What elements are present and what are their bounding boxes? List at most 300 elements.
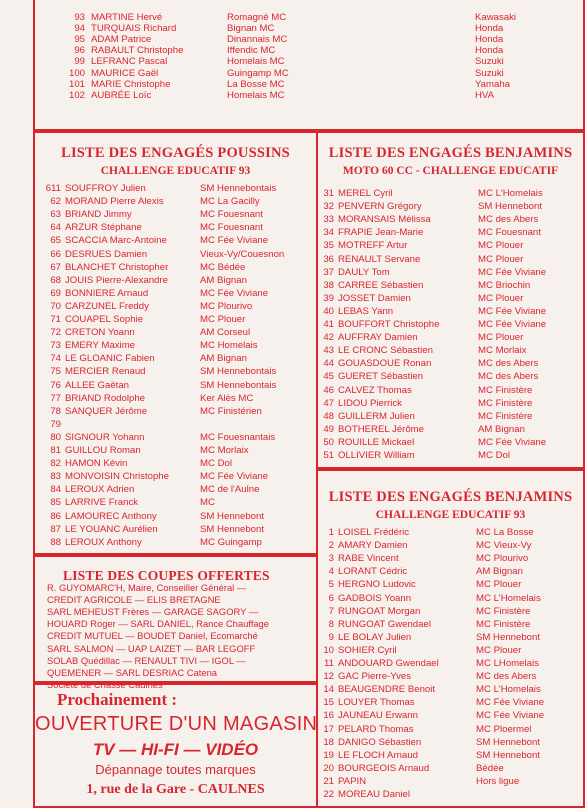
benjamin-edu-number: 21 [323, 775, 334, 787]
benjamin-moto-name: CALVEZ Thomas [338, 384, 412, 396]
top-entry-number: 99 [74, 56, 85, 68]
benjamin-edu-club: AM Bignan [476, 566, 523, 578]
poussin-club: AM Corseul [200, 327, 251, 339]
benjamin-edu-club: MC Plouer [476, 579, 522, 591]
poussin-club: MC Fouesnantais [200, 431, 276, 443]
coupes-line: R. GUYOMARC'H, Maire, Conseiller Général — [47, 582, 247, 593]
poussin-name: ARZUR Stéphane [65, 222, 142, 234]
poussins-title: LISTE DES ENGAGÉS POUSSINS [61, 145, 290, 161]
top-entries-box [33, 0, 585, 131]
benjamin-moto-club: SM Hennebont [478, 201, 542, 213]
benjamin-edu-number: 16 [323, 710, 334, 722]
coupes-line: CREDIT AGRICOLE — ELIS BRETAGNE [47, 594, 221, 606]
poussin-row [35, 445, 316, 457]
top-entry-number: 101 [68, 78, 85, 90]
benjamins-edu-list [318, 527, 583, 803]
benjamin-moto-club: MC Fée Viviane [478, 319, 547, 330]
benjamin-edu-club: MC L'Homelais [476, 684, 541, 696]
benjamin-moto-number: 33 [323, 214, 334, 226]
poussin-number: 76 [50, 379, 61, 391]
benjamin-edu-row [318, 737, 583, 749]
poussin-row [35, 249, 316, 261]
benjamin-moto-name: FRAPIE Jean-Marie [338, 227, 424, 239]
benjamin-moto-row [318, 411, 583, 423]
benjamin-moto-name: MOTREFF Artur [338, 240, 408, 252]
poussin-club: SM Hennebont [200, 523, 264, 535]
poussin-club: AM Bignan [200, 274, 247, 286]
benjamin-moto-number: 40 [323, 305, 334, 317]
benjamin-edu-name: BOURGEOIS Arnaud [338, 762, 430, 774]
poussin-row [35, 262, 316, 274]
benjamin-moto-club: MC Finistère [478, 384, 533, 396]
top-entry-name: MAURICE Gaël [91, 67, 159, 79]
benjamin-edu-name: LE FLOCH Arnaud [338, 749, 418, 761]
benjamin-edu-club: MC Ploermel [476, 723, 532, 735]
benjamin-edu-number: 9 [328, 631, 334, 643]
poussin-name: DESRUES Damien [65, 248, 148, 260]
benjamin-edu-name: LOUYER Thomas [338, 697, 415, 709]
benjamin-edu-name: RUNGOAT Gwendael [338, 618, 431, 630]
poussin-name: BONNIERE Arnaud [65, 287, 149, 299]
poussin-row [35, 301, 316, 313]
benjamin-edu-number: 17 [323, 723, 334, 735]
poussin-name: MONVOISIN Christophe [65, 471, 169, 483]
poussin-club: AM Bignan [200, 353, 247, 365]
benjamin-edu-row [318, 789, 583, 801]
poussin-row [35, 393, 316, 405]
ad-line-3: TV — HI-FI — VIDÉO [92, 740, 259, 759]
benjamin-moto-number: 37 [323, 266, 334, 278]
benjamin-edu-row [318, 671, 583, 683]
benjamin-edu-club: MC L'Homelais [476, 592, 541, 604]
benjamins-moto-subtitle: MOTO 60 CC - CHALLENGE EDUCATIF [342, 165, 559, 177]
benjamin-moto-name: GOUASDOUE Ronan [338, 358, 432, 370]
benjamins-moto-box [316, 131, 585, 469]
poussin-number: 84 [50, 484, 61, 496]
benjamin-moto-name: GUERET Sébastien [338, 371, 424, 383]
benjamin-edu-name: GAC Pierre-Yves [338, 671, 412, 683]
benjamin-edu-name: PELARD Thomas [338, 723, 414, 735]
benjamin-moto-number: 41 [323, 319, 334, 330]
benjamin-edu-number: 10 [323, 644, 334, 656]
benjamin-moto-number: 35 [323, 240, 334, 252]
poussin-club: SM Hennebontais [200, 379, 277, 391]
benjamin-edu-number: 15 [323, 697, 334, 709]
poussin-number: 66 [50, 248, 61, 260]
poussin-row [35, 471, 316, 483]
poussins-box [33, 131, 318, 555]
top-entry-club: Homelais MC [227, 89, 285, 101]
benjamin-moto-number: 44 [323, 358, 334, 370]
benjamin-edu-row [318, 724, 583, 736]
benjamin-edu-row [318, 606, 583, 618]
benjamin-edu-row [318, 619, 583, 631]
poussin-number: 80 [50, 431, 61, 443]
benjamin-moto-name: BOUFFORT Christophe [338, 319, 440, 330]
benjamin-moto-row [318, 332, 583, 344]
benjamin-moto-club: MC Fée Viviane [478, 436, 547, 448]
poussin-number: 72 [50, 327, 61, 339]
benjamin-edu-row [318, 593, 583, 605]
top-entry-name: LEFRANC Pascal [91, 56, 168, 68]
benjamin-edu-name: ANDOUARD Gwendael [338, 658, 439, 669]
top-entry-name: MARTINE Hervé [91, 12, 163, 23]
poussin-club: MC Dol [200, 458, 232, 470]
poussin-row [35, 497, 316, 509]
benjamin-moto-number: 50 [323, 436, 334, 448]
benjamin-moto-club: MC Fée Viviane [478, 305, 547, 317]
poussin-name: SIGNOUR Yohann [65, 431, 145, 443]
poussin-row [35, 458, 316, 470]
benjamin-edu-number: 6 [328, 592, 334, 604]
benjamin-moto-club: MC des Abers [478, 358, 539, 370]
poussin-row [35, 419, 316, 431]
benjamin-moto-row [318, 254, 583, 266]
top-entry-club: Homelais MC [227, 56, 285, 68]
poussin-row [35, 288, 316, 300]
benjamin-moto-row [318, 306, 583, 318]
benjamin-edu-club: MC Vieux-Vy [476, 540, 532, 552]
benjamin-moto-number: 34 [323, 227, 334, 239]
benjamin-moto-name: RENAULT Servane [338, 253, 421, 265]
benjamin-moto-row [318, 424, 583, 436]
poussin-row [35, 209, 316, 221]
benjamin-moto-row [318, 450, 583, 462]
benjamin-edu-club: SM Hennebont [476, 736, 540, 748]
benjamin-edu-name: BEAUGENDRE Benoit [338, 684, 436, 696]
benjamin-edu-club: MC Plourivo [476, 553, 529, 565]
top-entry-club: Bignan MC [227, 23, 275, 35]
benjamin-moto-row [318, 358, 583, 370]
benjamin-moto-club: MC Plouer [478, 253, 524, 265]
benjamin-moto-number: 49 [323, 423, 334, 435]
poussin-number: 70 [50, 300, 61, 312]
top-entry-row [35, 90, 583, 102]
poussin-club: MC Morlaix [200, 445, 249, 456]
benjamin-edu-number: 4 [328, 566, 334, 578]
benjamin-moto-number: 36 [323, 253, 334, 265]
coupes-line: SARL SALMON — UAP LAIZET — BAR LEGOFF [47, 642, 256, 654]
benjamin-edu-row [318, 645, 583, 657]
poussin-club: MC Bédée [200, 261, 246, 273]
ad-line-4: Dépannage toutes marques [95, 762, 256, 777]
benjamin-edu-row [318, 710, 583, 722]
top-entry-number: 93 [74, 12, 85, 23]
poussin-row [35, 380, 316, 392]
ad-box [33, 683, 318, 808]
benjamin-moto-club: MC des Abers [478, 371, 539, 383]
top-entry-brand: Honda [475, 45, 504, 57]
top-entry-number: 100 [68, 67, 85, 79]
benjamin-edu-number: 19 [323, 749, 334, 761]
poussin-name: MORAND Pierre Alexis [65, 196, 164, 208]
top-entry-brand: HVA [475, 89, 495, 101]
benjamin-edu-club: MC Finistère [476, 605, 531, 617]
poussin-number: 85 [50, 497, 61, 509]
benjamin-moto-row [318, 188, 583, 200]
top-entry-number: 96 [74, 45, 85, 57]
top-entry-name: ADAM Patrice [91, 34, 152, 46]
benjamin-edu-row [318, 776, 583, 788]
benjamin-edu-club: MC LHomelais [476, 658, 539, 669]
benjamin-edu-name: SOHIER Cyril [338, 644, 397, 656]
benjamin-moto-number: 48 [323, 410, 334, 422]
benjamin-moto-row [318, 398, 583, 410]
top-entry-brand: Suzuki [475, 56, 504, 68]
poussin-club: MC La Gacilly [200, 196, 260, 208]
poussin-row [35, 183, 316, 195]
poussin-club: MC Plouer [200, 314, 246, 325]
benjamin-edu-name: HERGNO Ludovic [338, 579, 416, 591]
poussin-number: 63 [50, 209, 61, 221]
benjamin-moto-number: 38 [323, 279, 334, 291]
poussin-number: 611 [45, 183, 61, 194]
benjamin-moto-row [318, 227, 583, 239]
benjamin-moto-row [318, 280, 583, 292]
top-entry-name: AUBRÉE Loïc [91, 89, 152, 101]
ad-line-2: OUVERTURE D'UN MAGASIN [35, 713, 318, 735]
poussin-name: MERCIER Renaud [65, 366, 146, 378]
benjamins-moto-title: LISTE DES ENGAGÉS BENJAMINS [328, 145, 573, 161]
poussin-name: SCACCIA Marc-Antoine [65, 235, 167, 247]
poussin-number: 74 [50, 353, 61, 365]
poussin-club: MC Plourivo [200, 300, 253, 312]
poussin-row [35, 353, 316, 365]
poussin-number: 81 [50, 445, 61, 456]
benjamin-moto-name: AUFFRAY Damien [338, 332, 418, 344]
poussin-club: Ker Alès MC [200, 392, 254, 404]
poussin-name: GUILLOU Roman [65, 445, 141, 456]
benjamin-edu-club: MC La Bosse [476, 527, 534, 538]
benjamin-moto-name: LEBAS Yann [338, 305, 394, 317]
benjamin-moto-number: 45 [323, 371, 334, 383]
poussins-subtitle: CHALLENGE EDUCATIF 93 [100, 165, 251, 177]
poussin-name: JOUIS Pierre-Alexandre [65, 274, 168, 286]
benjamin-edu-club: MC Fée Viviane [476, 710, 545, 722]
benjamin-edu-name: RUNGOAT Morgan [338, 605, 421, 617]
benjamin-edu-row [318, 553, 583, 565]
poussin-row [35, 366, 316, 378]
poussin-row [35, 235, 316, 247]
benjamin-moto-row [318, 371, 583, 383]
benjamin-edu-number: 3 [328, 553, 334, 565]
benjamin-moto-club: MC Briochin [478, 279, 531, 291]
benjamin-moto-name: MEREL Cyril [338, 188, 393, 199]
top-entry-brand: Honda [475, 34, 504, 46]
benjamin-moto-name: JOSSET Damien [338, 292, 411, 304]
benjamin-edu-number: 22 [323, 789, 334, 800]
poussin-number: 87 [50, 523, 61, 535]
benjamin-edu-club: MC Plouer [476, 644, 522, 656]
benjamin-edu-number: 18 [323, 736, 334, 748]
benjamins-edu-subtitle: CHALLENGE EDUCATIF 93 [375, 509, 526, 521]
top-entry-club: Guingamp MC [227, 67, 289, 79]
poussins-list [35, 183, 316, 547]
top-entry-name: RABAULT Christophe [91, 45, 184, 57]
poussin-row [35, 196, 316, 208]
top-entry-brand: Suzuki [475, 67, 504, 79]
poussin-name: ALLEE Gaëtan [65, 379, 130, 391]
top-entry-brand: Yamaha [475, 78, 511, 90]
benjamin-moto-row [318, 201, 583, 213]
benjamin-moto-club: MC Finistère [478, 397, 533, 409]
benjamin-moto-row [318, 240, 583, 252]
poussin-club: MC Finistérien [200, 405, 262, 417]
benjamin-moto-name: PENVERN Grégory [338, 201, 422, 213]
poussin-name: LE GLOANIC Fabien [65, 353, 155, 365]
coupes-line: SARL MEHEUST Frères — GARAGE SAGORY — [47, 606, 259, 618]
poussin-number: 67 [50, 261, 61, 273]
top-entry-club: La Bosse MC [227, 78, 285, 90]
benjamin-moto-club: MC Plouer [478, 332, 524, 344]
poussin-number: 86 [50, 510, 61, 522]
benjamin-moto-club: MC Fée Viviane [478, 266, 547, 278]
benjamins-edu-title: LISTE DES ENGAGÉS BENJAMINS [328, 489, 573, 505]
benjamin-moto-row [318, 345, 583, 357]
poussin-club: MC de l'Aulne [200, 484, 260, 496]
coupes-box [33, 555, 318, 690]
benjamin-moto-number: 43 [323, 345, 334, 357]
benjamin-edu-number: 20 [323, 762, 334, 774]
poussin-name: LEROUX Adrien [65, 484, 135, 496]
top-entry-name: MARIE Christophe [91, 78, 171, 90]
poussin-club: MC Fée Viviane [200, 287, 269, 299]
benjamin-edu-number: 8 [328, 618, 334, 630]
poussin-row [35, 340, 316, 352]
benjamin-moto-row [318, 437, 583, 449]
poussin-row [35, 524, 316, 536]
benjamin-moto-name: GUILLERM Julien [338, 410, 415, 422]
poussin-number: 82 [50, 458, 61, 470]
poussin-row [35, 484, 316, 496]
coupes-line: SOLAB Quédillac — RENAULT TIVI — IGOL — [47, 654, 246, 666]
benjamin-moto-club: MC Finistère [478, 410, 533, 422]
benjamin-moto-number: 47 [323, 397, 334, 409]
benjamin-edu-row [318, 579, 583, 591]
benjamin-moto-name: CARREE Sébastien [338, 279, 424, 291]
benjamin-edu-row [318, 697, 583, 709]
benjamin-edu-number: 1 [328, 527, 334, 538]
benjamin-edu-club: SM Hennebont [476, 631, 540, 643]
benjamins-edu-box [316, 469, 585, 808]
benjamin-moto-club: MC Dol [478, 450, 510, 461]
poussin-name: LEROUX Anthony [65, 536, 142, 548]
top-entries-list [35, 12, 583, 124]
benjamin-moto-club: MC Plouer [478, 292, 524, 304]
top-entry-number: 102 [68, 89, 85, 101]
poussin-row [35, 314, 316, 326]
poussin-club: Vieux-Vy/Couesnon [200, 248, 285, 260]
benjamin-edu-number: 2 [328, 540, 334, 552]
benjamin-edu-club: SM Hennebont [476, 749, 540, 761]
poussin-row [35, 537, 316, 549]
coupes-line: CREDIT MUTUEL — BOUDET Daniel, Ecomarché [47, 630, 258, 642]
poussin-number: 75 [50, 366, 61, 378]
benjamin-edu-row [318, 763, 583, 775]
benjamin-edu-row [318, 540, 583, 552]
benjamin-moto-row [318, 293, 583, 305]
top-entry-name: TURQUAIS Richard [91, 23, 177, 35]
coupes-line: Société de Chasse Caulnes [47, 678, 163, 690]
poussin-name: LAMOUREC Anthony [65, 510, 157, 522]
poussin-name: HAMON Kévin [65, 458, 128, 470]
benjamin-moto-number: 39 [323, 292, 334, 304]
benjamin-moto-club: MC Plouer [478, 240, 524, 252]
benjamin-edu-name: LE BOLAY Julien [338, 631, 412, 643]
poussin-name: CRETON Yoann [65, 327, 135, 339]
benjamin-edu-row [318, 527, 583, 539]
poussin-name: LARRIVE Franck [65, 497, 139, 509]
poussin-number: 68 [50, 274, 61, 286]
poussin-club: SM Hennebontais [200, 183, 277, 194]
top-entry-club: Romagné MC [227, 12, 287, 23]
poussin-row [35, 511, 316, 523]
benjamin-moto-number: 46 [323, 384, 334, 396]
poussin-number: 71 [50, 314, 61, 325]
benjamin-moto-row [318, 267, 583, 279]
ad-line-5: 1, rue de la Gare - CAULNES [86, 782, 265, 797]
benjamin-edu-name: GADBOIS Yoann [338, 592, 412, 604]
poussin-club: MC Fouesnant [200, 209, 263, 221]
benjamin-edu-number: 11 [324, 658, 334, 669]
ad-line-1: Prochainement : [57, 690, 178, 709]
top-entry-number: 94 [74, 23, 85, 35]
benjamin-moto-name: DAULY Tom [338, 266, 390, 278]
benjamin-edu-club: MC Finistère [476, 618, 531, 630]
benjamin-edu-name: LOISEL Frédéric [338, 527, 410, 538]
coupes-line: HOUARD Roger — SARL DANIEL, Rance Chauffage [47, 618, 269, 630]
benjamin-moto-row [318, 214, 583, 226]
benjamin-moto-club: MC Morlaix [478, 345, 527, 357]
poussin-number: 69 [50, 287, 61, 299]
poussin-club: MC [200, 497, 215, 509]
poussin-number: 77 [50, 392, 61, 404]
benjamin-moto-number: 42 [323, 332, 334, 344]
benjamin-edu-number: 12 [323, 671, 334, 683]
benjamin-edu-name: AMARY Damien [338, 540, 408, 552]
poussin-club: MC Guingamp [200, 536, 262, 548]
poussin-club: MC Fouesnant [200, 222, 263, 234]
benjamin-edu-name: RABE Vincent [338, 553, 399, 565]
poussin-name: LE YOUANC Aurélien [65, 523, 158, 535]
poussin-row [35, 275, 316, 287]
benjamin-edu-name: PAPIN [338, 775, 367, 787]
benjamin-moto-row [318, 385, 583, 397]
benjamin-moto-row [318, 319, 583, 331]
poussin-club: SM Hennebont [200, 510, 264, 522]
poussin-number: 62 [50, 196, 61, 208]
benjamin-edu-number: 7 [328, 605, 334, 617]
coupes-line: QUEMENER — SARL DESRIAC Catena [47, 666, 218, 678]
benjamin-edu-club: Hors ligue [476, 775, 520, 787]
poussin-club: MC Fée Viviane [200, 471, 269, 483]
benjamin-moto-number: 32 [323, 201, 334, 213]
poussin-number: 83 [50, 471, 61, 483]
top-entry-number: 95 [74, 34, 85, 46]
poussin-name: SOUFFROY Julien [65, 183, 146, 194]
benjamin-moto-name: MORANSAIS Mélissa [338, 214, 431, 226]
poussin-name: BLANCHET Christopher [65, 261, 169, 273]
poussin-row [35, 406, 316, 418]
benjamin-moto-name: OLLIVIER William [338, 450, 415, 461]
benjamin-edu-row [318, 658, 583, 670]
poussin-row [35, 327, 316, 339]
poussin-club: MC Fée Viviane [200, 235, 269, 247]
coupes-title: LISTE DES COUPES OFFERTES [63, 568, 270, 583]
top-entry-club: Dinannais MC [227, 34, 288, 46]
benjamin-moto-club: MC Fouesnant [478, 227, 541, 239]
benjamin-moto-club: MC L'Homelais [478, 188, 543, 199]
